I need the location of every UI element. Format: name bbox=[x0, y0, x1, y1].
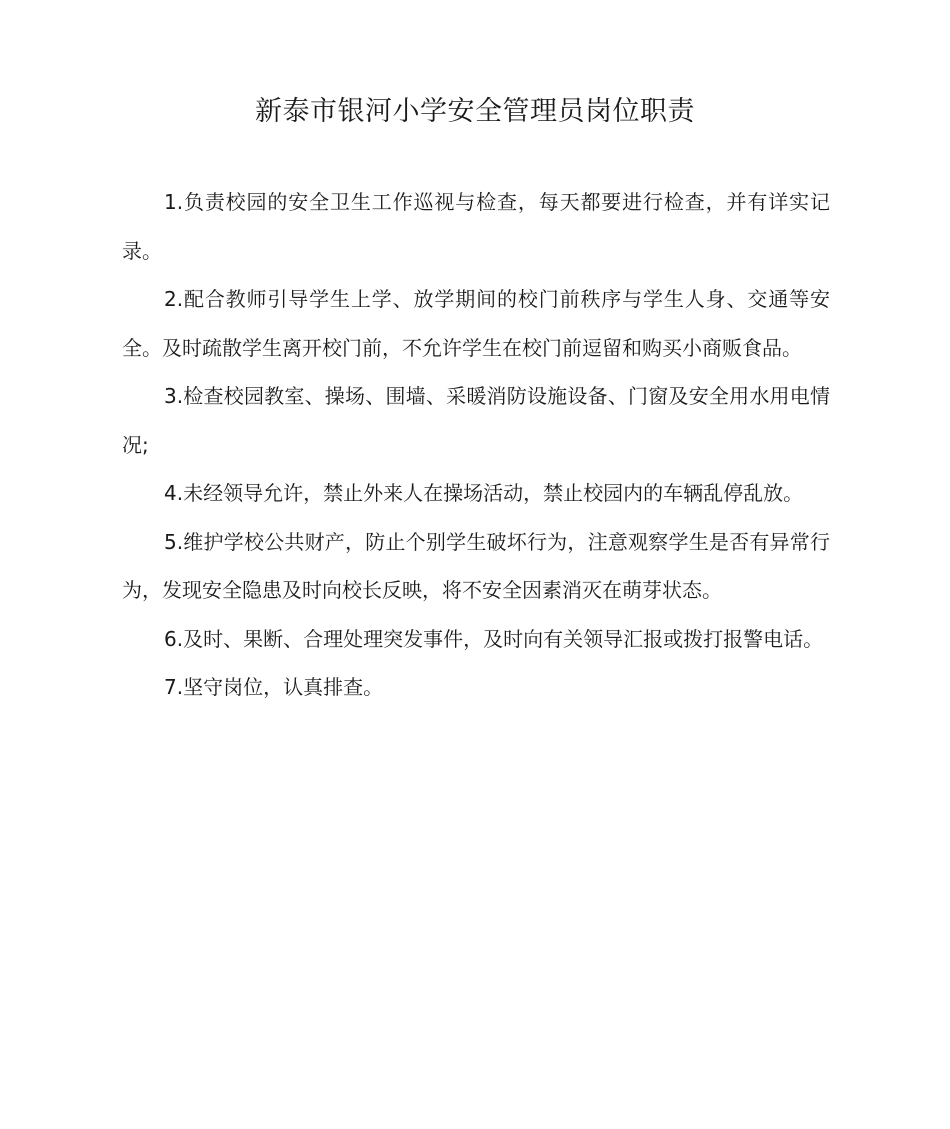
duty-item-1: 1.负责校园的安全卫生工作巡视与检查，每天都要进行检查，并有详实记录。 bbox=[122, 190, 830, 263]
duty-item-2: 2.配合教师引导学生上学、放学期间的校门前秩序与学生人身、交通等安全。及时疏散学生离开校门前，不允许学生在校门前逗留和购买小商贩食品。 bbox=[122, 287, 830, 360]
duty-item-6: 6.及时、果断、合理处理突发事件，及时向有关领导汇报或拨打报警电话。 bbox=[164, 626, 824, 651]
duty-item-4: 4.未经领导允许，禁止外来人在操场活动，禁止校园内的车辆乱停乱放。 bbox=[164, 481, 804, 505]
duty-item-3: 3.检查校园教室、操场、围墙、采暖消防设施设备、门窗及安全用水用电情况; bbox=[122, 384, 830, 457]
duty-item-7: 7.坚守岗位，认真排查。 bbox=[164, 675, 384, 699]
document-body bbox=[122, 178, 830, 712]
document-title: 新泰市银河小学安全管理员岗位职责 bbox=[255, 96, 695, 127]
duty-item-5: 5.维护学校公共财产，防止个别学生破坏行为，注意观察学生是否有异常行为，发现安全隐患及时向校长反映，将不安全因素消灭在萌芽状态。 bbox=[122, 529, 830, 602]
